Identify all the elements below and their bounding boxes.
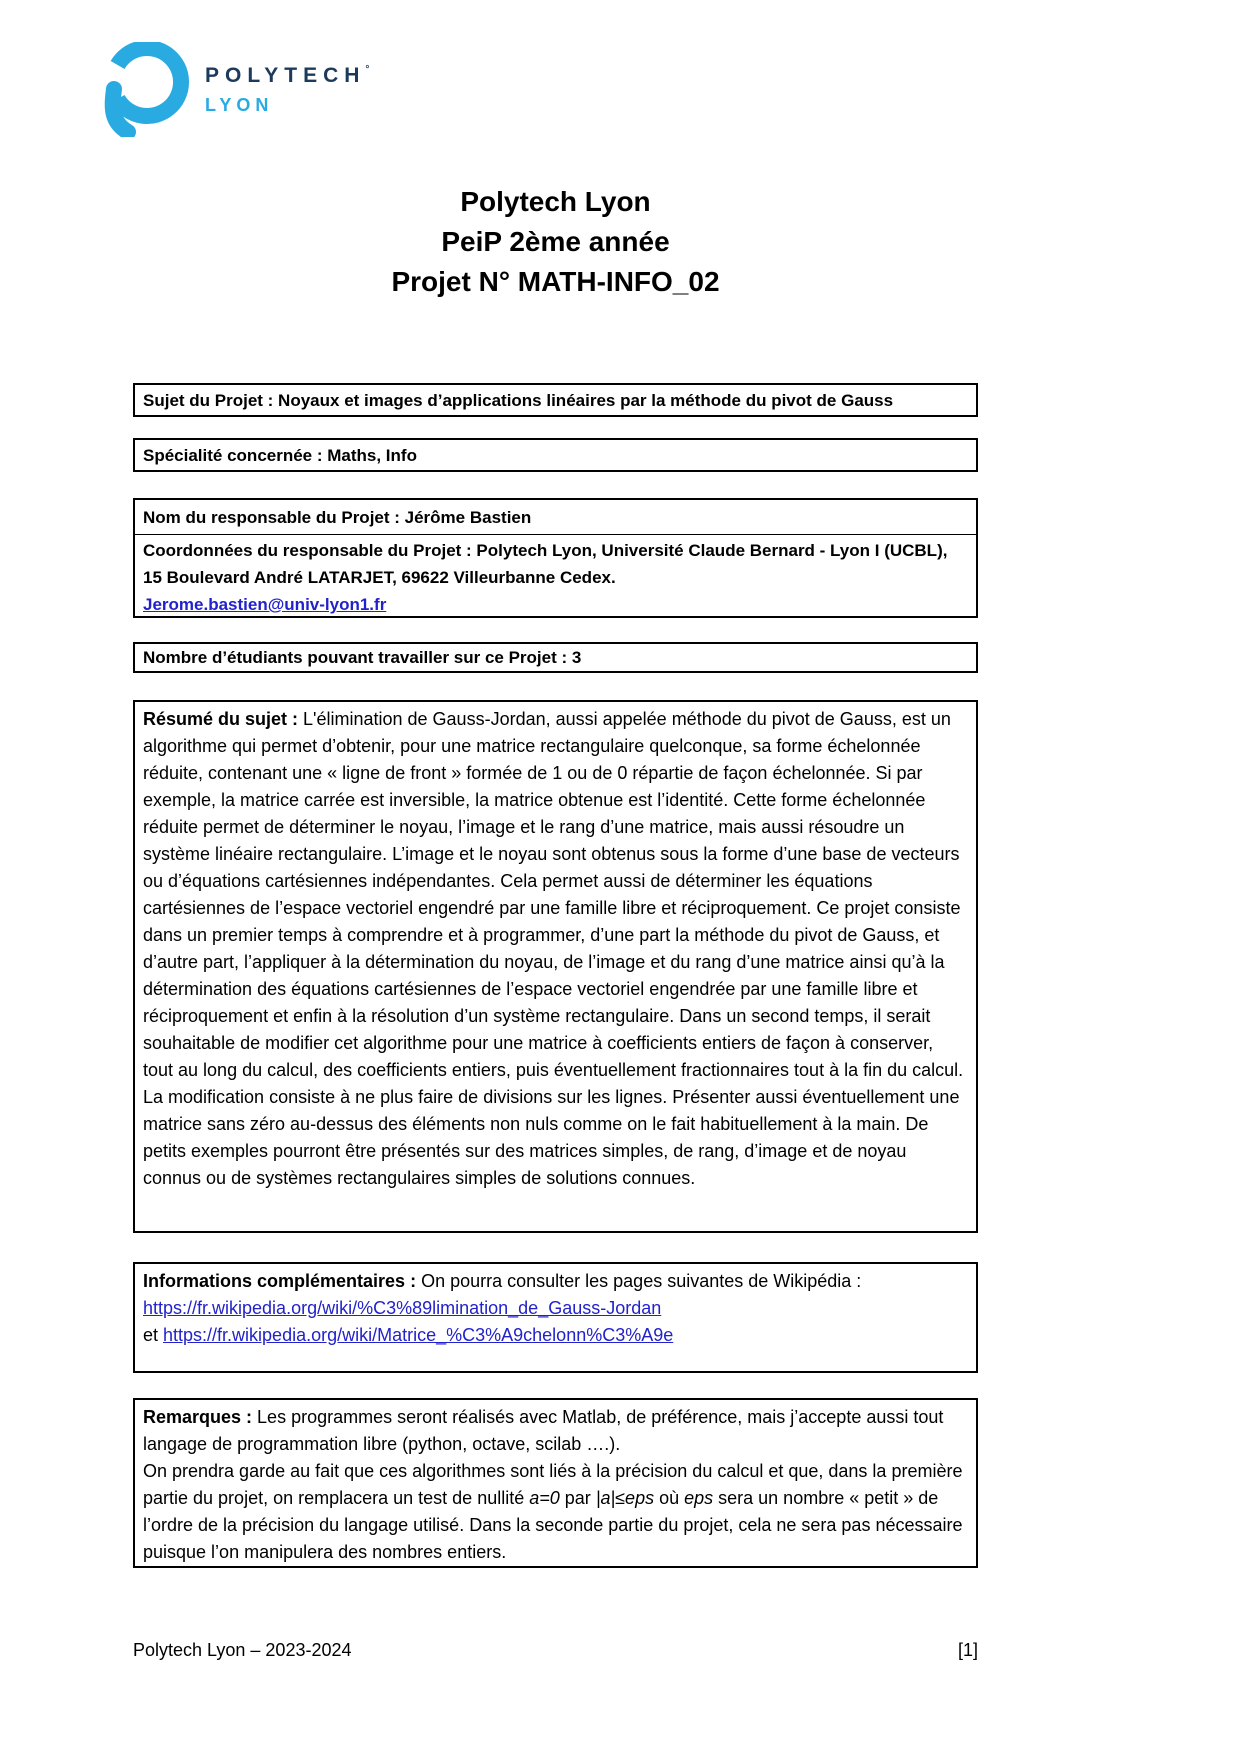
trademark-symbol: ° xyxy=(365,64,370,75)
infos-intro-text: On pourra consulter les pages suivantes de Wikipédia : xyxy=(421,1271,862,1291)
specialite-text: Spécialité concernée : Maths, Info xyxy=(143,445,417,465)
logo-wordmark xyxy=(205,42,369,142)
footer-page-number: [1] xyxy=(957,1640,978,1660)
title-line-school: Polytech Lyon xyxy=(460,186,651,217)
remarques-paragraph-1 xyxy=(143,1404,968,1458)
box-specialite xyxy=(133,438,978,472)
box-contact xyxy=(133,498,978,618)
contact-email-link[interactable]: Jerome.bastien@univ-lyon1.fr xyxy=(143,595,387,614)
infos-intro-line xyxy=(143,1268,968,1295)
title-line-project: Projet N° MATH-INFO_02 xyxy=(391,266,720,297)
remarques-p2-text-b: par xyxy=(559,1488,596,1508)
box-sujet xyxy=(133,383,978,417)
title-line-year: PeiP 2ème année xyxy=(441,226,670,257)
sujet-text: Sujet du Projet : Noyaux et images d’applications linéaires par la méthode du pivot de Gauss xyxy=(143,390,894,410)
math-eps: eps xyxy=(684,1488,714,1508)
box-nombre-etudiants xyxy=(133,642,978,673)
remarques-p2-text-c: où xyxy=(654,1488,685,1508)
box-resume xyxy=(133,700,978,1233)
page-footer xyxy=(133,1640,978,1661)
box-informations xyxy=(133,1262,978,1373)
page-title xyxy=(133,182,978,302)
wikipedia-link-matrice-echelonnee[interactable]: https://fr.wikipedia.org/wiki/Matrice_%C3%A9chelonn%C3%A9e xyxy=(163,1325,674,1345)
box-remarques xyxy=(133,1398,978,1568)
infos-label: Informations complémentaires : xyxy=(143,1271,422,1291)
contact-nom-row xyxy=(135,500,976,535)
math-nullity-test: a=0 xyxy=(529,1488,560,1508)
logo-city-text: LYON xyxy=(205,95,274,115)
contact-nom-text: Nom du responsable du Projet : Jérôme Bastien xyxy=(143,507,532,527)
logo-brand-text: POLYTECH° xyxy=(205,64,370,87)
polytech-p-icon xyxy=(95,42,195,137)
remarques-p2-text-a: On prendra garde au fait que ces algorithmes sont liés à la précision du calcul et que, dans la première partie du projet, on remplacera un test de nullité xyxy=(143,1461,963,1508)
remarques-p2-text-d: sera un nombre « petit » de l’ordre de la précision du langage utilisé. Dans la seconde partie du projet, cela ne sera pas nécessaire puisque l’on manipulera des nombres entiers. xyxy=(143,1488,963,1562)
contact-coordonnees-text: Coordonnées du responsable du Projet : Polytech Lyon, Université Claude Bernard - Lyon I (UCBL), 15 Boulevard André LATARJET, 69622 Villeurbanne Cedex. xyxy=(143,541,948,587)
footer-school-year: Polytech Lyon – 2023-2024 xyxy=(133,1640,352,1660)
contact-coordonnees-row xyxy=(135,535,976,620)
polytech-logo xyxy=(95,42,395,142)
math-abs-leq-eps: |a|≤eps xyxy=(595,1488,655,1508)
resume-body: L'élimination de Gauss-Jordan, aussi appelée méthode du pivot de Gauss, est un algorithme qui permet d’obtenir, pour une matrice rectangulaire quelconque, sa forme échelonnée réduite, contenant une « ligne de front » formée de 1 ou de 0 répartie de façon échelonnée. Si par exemple, la matrice carrée est inversible, la matrice obtenue est l’identité. Cette forme échelonnée réduite permet de déterminer le noyau, l’image et le rang d’une matrice, mais aussi résoudre un système linéaire rectangulaire. L’image et le noyau sont obtenus sous la forme d’une base de vecteurs ou d’équations cartésiennes indépendantes. Cela permet aussi de déterminer les équations cartésiennes de l’espace vectoriel engendré par une famille libre et réciproquement. Ce projet consiste dans un premier temps à comprendre et à programmer, d’une part la méthode du pivot de Gauss, et d’autre part, l’appliquer à la détermination du noyau, de l’image et du rang d’une matrice ainsi qu’à la détermination des équations cartésiennes de l’espace vectoriel engendrée par une famille libre et réciproquement et enfin à la résolution d’un système rectangulaire. Dans un second temps, il serait souhaitable de modifier cet algorithme pour une matrice à coefficients entiers de façon à conserver, tout au long du calcul, des coefficients entiers, puis éventuellement fractionnaires tout à la fin du calcul. La modification consiste à ne plus faire de divisions sur les lignes. Présenter aussi éventuellement une matrice sans zéro au-dessus des éléments non nuls comme on le fait habituellement à la main. De petits exemples pourront être présentés sur des matrices simples, de rang, d’image et de noyau connus ou de systèmes rectangulaires simples de solutions connues. xyxy=(143,709,964,1188)
nombre-etudiants-text: Nombre d’étudiants pouvant travailler sur ce Projet : 3 xyxy=(143,648,582,667)
remarques-label: Remarques : xyxy=(143,1407,258,1427)
wikipedia-link-gauss-jordan[interactable]: https://fr.wikipedia.org/wiki/%C3%89limination_de_Gauss-Jordan xyxy=(143,1298,662,1318)
remarques-paragraph-2 xyxy=(143,1458,968,1566)
remarques-p1-text: Les programmes seront réalisés avec Matlab, de préférence, mais j’accepte aussi tout langage de programmation libre (python, octave, scilab ….). xyxy=(143,1407,944,1454)
infos-link2-prefix: et xyxy=(143,1325,164,1345)
resume-label: Résumé du sujet : xyxy=(143,709,304,729)
